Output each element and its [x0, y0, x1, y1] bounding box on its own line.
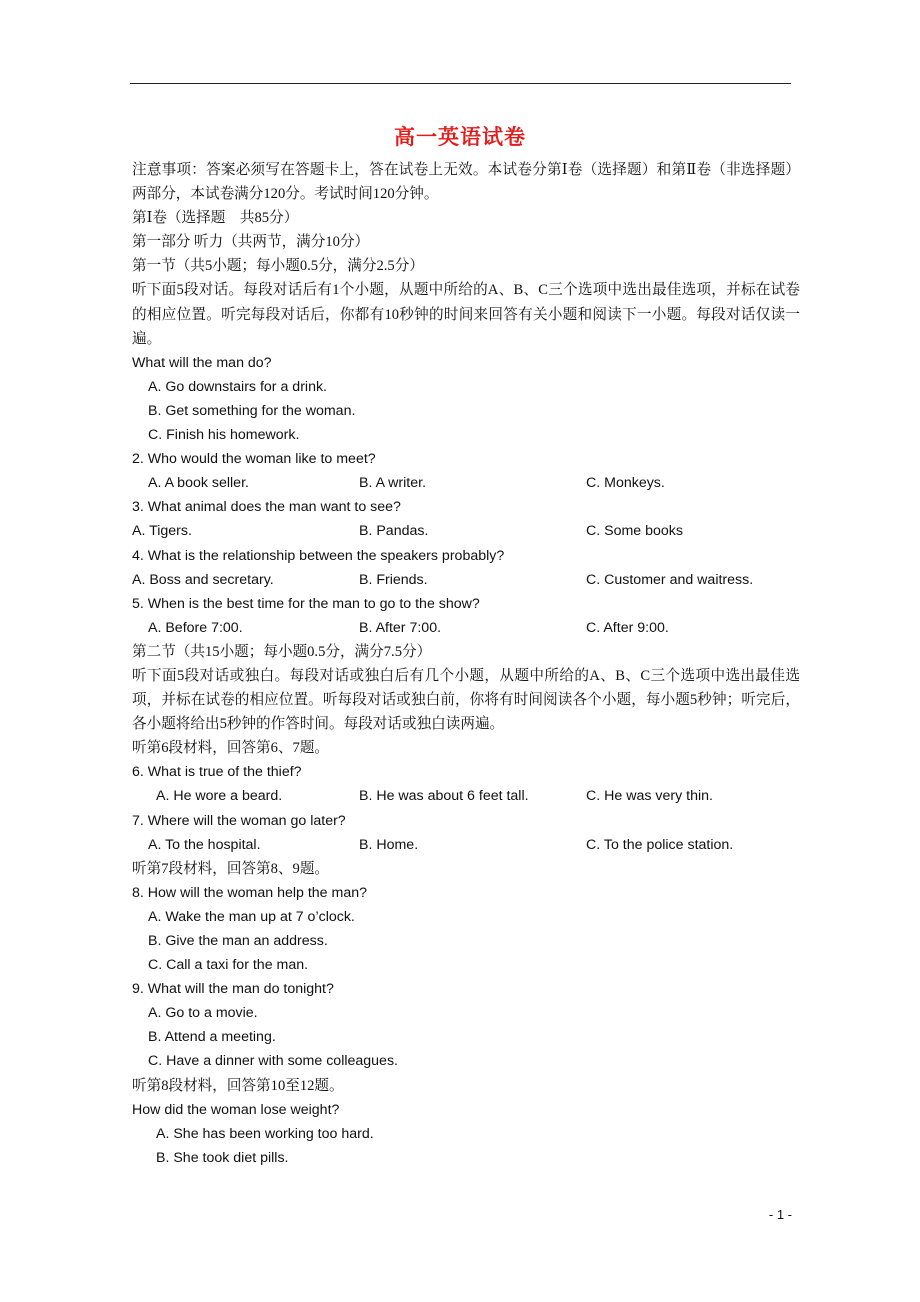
options-row	[132, 519, 800, 543]
option-c: C. Finish his homework.	[148, 427, 300, 444]
option-b: B. Give the man an address.	[148, 933, 328, 949]
option-c: C. Call a taxi for the man.	[148, 957, 309, 974]
option-b: B. Pandas.	[359, 523, 429, 540]
option-c: C. After 9:00.	[586, 619, 669, 636]
option-b: B. Attend a meeting.	[148, 1029, 276, 1046]
option-b: B. A writer.	[359, 475, 427, 492]
material-heading: 听第7段材料，回答第8、9题。	[132, 860, 330, 877]
option-a: A. Before 7:00.	[148, 619, 243, 636]
material-heading: 听第6段材料，回答第6、7题。	[132, 740, 330, 757]
question-stem: What will the man do?	[132, 354, 272, 371]
volume-heading: 第Ⅰ卷（选择题 共85分）	[132, 210, 299, 227]
option-b: B. After 7:00.	[359, 619, 442, 636]
option-b: B. She took diet pills.	[156, 1149, 289, 1166]
question-stem: 3. What animal does the man want to see?	[132, 499, 401, 516]
question-stem: 9. What will the man do tonight?	[132, 981, 334, 998]
options-row	[132, 616, 800, 640]
option-c: C. Monkeys.	[586, 475, 665, 492]
question-stem: 8. How will the woman help the man?	[132, 884, 368, 901]
question-stem: 5. When is the best time for the man to go to the show?	[132, 595, 480, 612]
question-stem: How did the woman lose weight?	[132, 1101, 340, 1118]
question-stem: 4. What is the relationship between the speakers probably?	[132, 547, 505, 564]
question-stem: 2. Who would the woman like to meet?	[132, 451, 376, 468]
option-a: A. Go downstairs for a drink.	[148, 378, 327, 395]
section-instructions: 听下面5段对话或独白。每段对话或独白后有几个小题，从题中所给的A、B、C三个选项中选出最佳选项，并标在试卷的相应位置。听每段对话或独白前，你将有时间阅读各个小题，每小题5秒钟；听完后，各小题将给出5秒钟的作答时间。每段对话或独白读两遍。	[132, 667, 800, 733]
notice-text: 注意事项：答案必须写在答题卡上，答在试卷上无效。本试卷分第Ⅰ卷（选择题）和第Ⅱ卷（非选择题）两部分，本试卷满分120分。考试时间120分钟。	[132, 162, 800, 203]
option-b: B. Get something for the woman.	[148, 402, 356, 419]
options-row	[132, 471, 800, 495]
option-c: C. Customer and waitress.	[586, 571, 754, 588]
option-a: A. Wake the man up at 7 o’clock.	[148, 908, 355, 925]
exam-body	[132, 158, 800, 1170]
option-a: A. To the hospital.	[148, 836, 261, 853]
option-c: C. To the police station.	[586, 836, 734, 853]
option-b: B. Home.	[359, 836, 419, 853]
page-number: - 1 -	[768, 1207, 792, 1222]
option-a: A. She has been working too hard.	[156, 1125, 374, 1142]
option-c: C. He was very thin.	[586, 788, 713, 805]
option-b: B. He was about 6 feet tall.	[359, 788, 529, 805]
header-rule	[130, 83, 791, 84]
options-row	[132, 568, 800, 592]
options-row	[132, 784, 800, 808]
page-title: 高一英语试卷	[394, 124, 526, 149]
material-heading: 听第8段材料，回答第10至12题。	[132, 1077, 344, 1094]
section-instructions: 听下面5段对话。每段对话后有1个小题，从题中所给的A、B、C三个选项中选出最佳选项，并标在试卷的相应位置。听完每段对话后，你都有10秒钟的时间来回答有关小题和阅读下一小题。每段对话仅读一遍。	[132, 282, 800, 347]
question-stem: 7. Where will the woman go later?	[132, 812, 346, 829]
option-a: A. He wore a beard.	[156, 788, 283, 805]
options-row	[132, 833, 800, 857]
option-a: A. Tigers.	[132, 523, 192, 540]
option-c: C. Some books	[586, 523, 683, 540]
option-a: A. Go to a movie.	[148, 1005, 258, 1022]
option-a: A. A book seller.	[148, 475, 249, 492]
question-stem: 6. What is true of the thief?	[132, 764, 302, 781]
option-c: C. Have a dinner with some colleagues.	[148, 1053, 398, 1070]
section-heading: 第二节（共15小题；每小题0.5分，满分7.5分）	[132, 643, 432, 660]
option-a: A. Boss and secretary.	[132, 571, 274, 588]
part-heading: 第一部分 听力（共两节，满分10分）	[132, 234, 370, 251]
option-b: B. Friends.	[359, 571, 428, 588]
section-heading: 第一节（共5小题；每小题0.5分，满分2.5分）	[132, 258, 424, 275]
